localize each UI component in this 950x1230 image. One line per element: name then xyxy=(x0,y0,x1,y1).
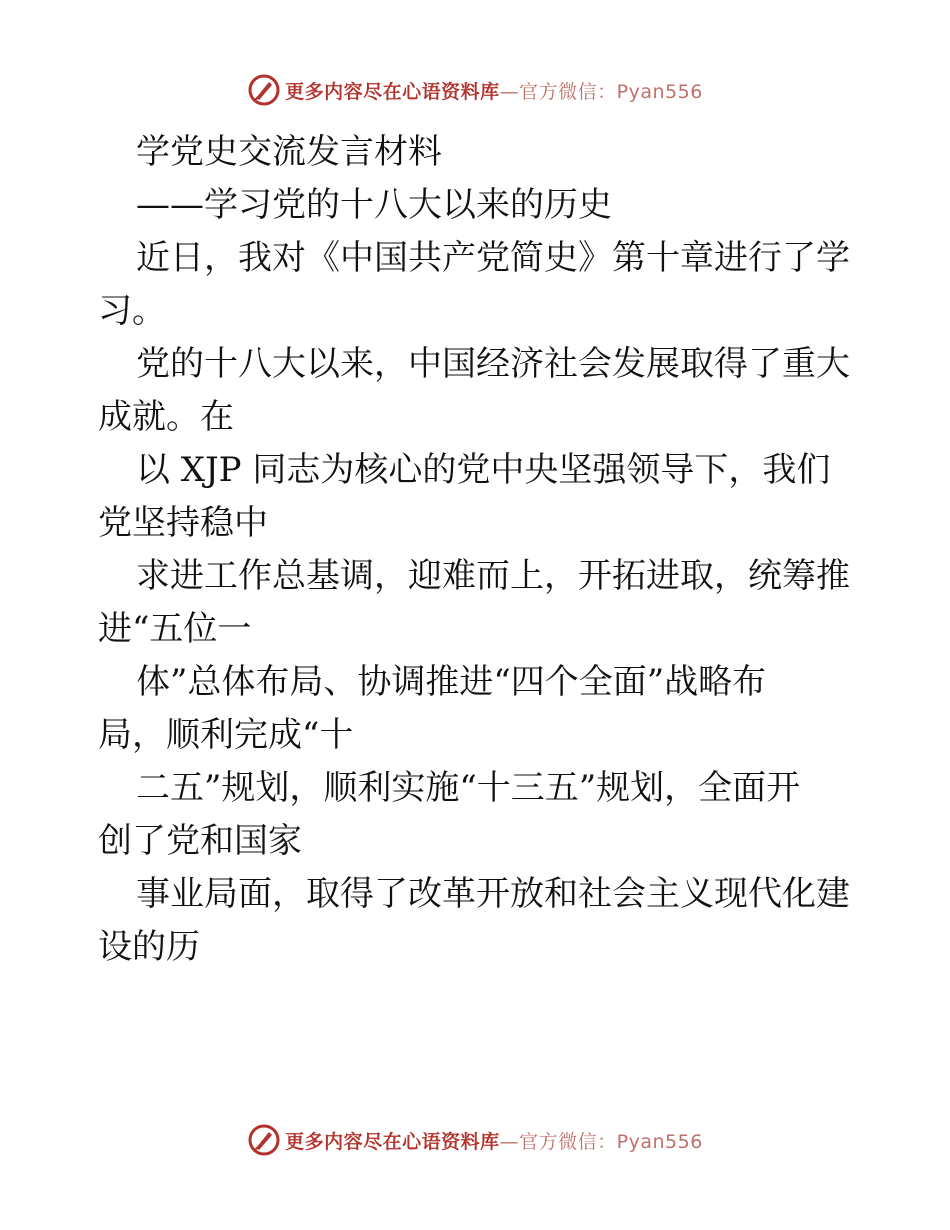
footer-watermark xyxy=(0,1120,950,1160)
line-text: 二五”规划，顺利实施“十三五”规划，全面开 xyxy=(136,768,801,808)
line-text: 局，顺利完成“十 xyxy=(98,715,354,755)
document-line xyxy=(98,497,858,550)
document-line xyxy=(98,179,858,232)
watermark-text: 更多内容尽在心语资料库—官方微信：Pyan556 xyxy=(285,1130,703,1153)
document-line xyxy=(98,126,858,179)
line-text: ——学习党的十八大以来的历史 xyxy=(136,185,612,225)
line-text: 学党史交流发言材料 xyxy=(136,132,442,172)
line-text: 进“五位一 xyxy=(98,609,252,649)
document-line xyxy=(98,391,858,444)
quill-seal-icon xyxy=(247,1123,281,1157)
line-text: 成就。在 xyxy=(98,397,234,437)
document-line xyxy=(98,709,858,762)
line-text: 求进工作总基调，迎难而上，开拓进取，统筹推 xyxy=(136,556,850,596)
line-text: 事业局面，取得了改革开放和社会主义现代化建 xyxy=(136,874,850,914)
document-line xyxy=(98,550,858,603)
document-line xyxy=(98,232,858,285)
document-line xyxy=(98,762,858,815)
document-line xyxy=(98,603,858,656)
line-text: 体”总体布局、协调推进“四个全面”战略布 xyxy=(136,662,767,702)
line-text: 创了党和国家 xyxy=(98,821,302,861)
document-line xyxy=(98,285,858,338)
document-line xyxy=(98,815,858,868)
document-body xyxy=(98,126,858,974)
document-line xyxy=(98,656,858,709)
document-line xyxy=(98,338,858,391)
document-line xyxy=(98,868,858,921)
header-watermark xyxy=(0,70,950,110)
quill-seal-icon xyxy=(247,73,281,107)
document-line xyxy=(98,444,858,497)
line-text: 设的历 xyxy=(98,927,200,967)
line-text: 习。 xyxy=(98,291,166,331)
line-text: 党的十八大以来，中国经济社会发展取得了重大 xyxy=(136,344,850,384)
document-line xyxy=(98,921,858,974)
line-text: 党坚持稳中 xyxy=(98,503,268,543)
watermark-text: 更多内容尽在心语资料库—官方微信：Pyan556 xyxy=(285,80,703,103)
line-text: 以 XJP 同志为核心的党中央坚强领导下，我们 xyxy=(136,450,831,490)
line-text: 近日，我对《中国共产党简史》第十章进行了学 xyxy=(136,238,850,278)
